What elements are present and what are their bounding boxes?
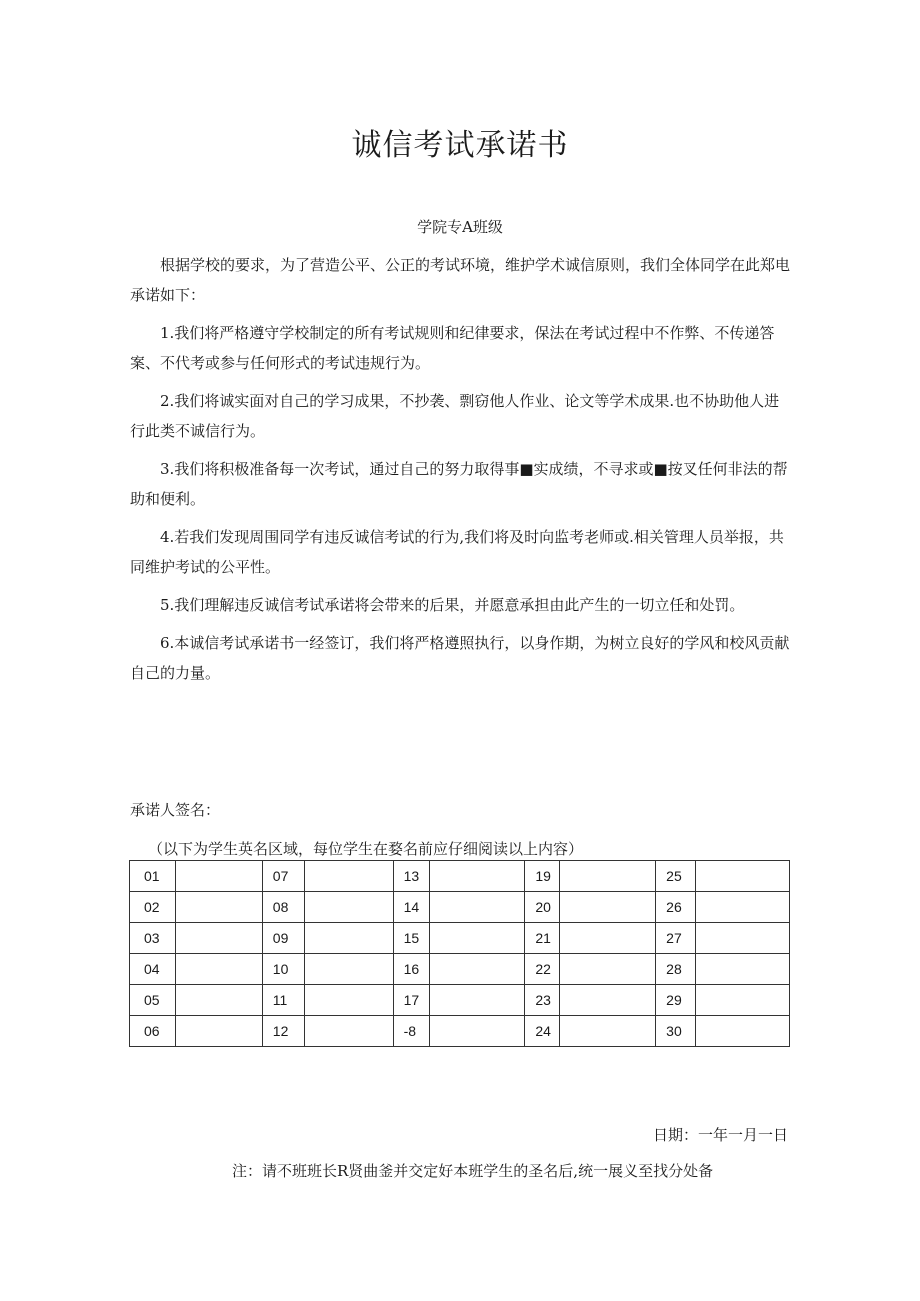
student-number: 23 — [525, 985, 560, 1016]
date-line: 日期：一年一月一日 — [652, 1126, 788, 1144]
signature-cell[interactable] — [560, 1016, 656, 1047]
student-number: 14 — [393, 892, 429, 923]
pledge-item-3: 3.我们将积极准备每一次考试，通过自己的努力取得事■实成绩，不寻求或■按叉任何非法的帮助和便利。 — [130, 460, 788, 508]
student-number: 04 — [130, 954, 176, 985]
signature-cell[interactable] — [304, 954, 393, 985]
student-number: 17 — [393, 985, 429, 1016]
pledge-item-2: 2.我们将诚实面对自己的学习成果，不抄袭、剽窃他人作业、论文等学术成果.也不协助他人进行此类不诚信行为。 — [130, 392, 780, 440]
signature-cell[interactable] — [429, 985, 525, 1016]
table-row — [130, 985, 790, 1016]
signature-cell[interactable] — [429, 1016, 525, 1047]
pledge-item-4: 4.若我们发现周围同学有违反诚信考试的行为,我们将及时向监考老师或.相关管理人员举报，共同维护考试的公平性。 — [130, 528, 784, 576]
intro-paragraph: 根据学校的要求，为了营造公平、公正的考试环境，维护学术诚信原则，我们全体同学在此郑电承诺如下： — [130, 256, 791, 304]
signature-cell[interactable] — [429, 954, 525, 985]
signature-cell[interactable] — [304, 892, 393, 923]
signer-label: 承诺人签名： — [130, 801, 221, 819]
signature-cell[interactable] — [304, 923, 393, 954]
table-row — [130, 923, 790, 954]
student-number: 07 — [262, 861, 304, 892]
student-number: 22 — [525, 954, 560, 985]
student-number: 02 — [130, 892, 176, 923]
signature-cell[interactable] — [560, 954, 656, 985]
student-number: 25 — [656, 861, 696, 892]
student-number: 26 — [656, 892, 696, 923]
student-number: 27 — [656, 923, 696, 954]
student-number: 10 — [262, 954, 304, 985]
student-number: 08 — [262, 892, 304, 923]
pledge-item-1: 1.我们将严格遵守学校制定的所有考试规则和纪律要求，保法在考试过程中不作弊、不传递答案、不代考或参与任何形式的考试违规行为。 — [130, 324, 775, 372]
signature-cell[interactable] — [175, 923, 262, 954]
pledge-item-6: 6.本诚信考试承诺书一经签订，我们将严格遵照执行，以身作期，为树立良好的学风和校风贡献自己的力量。 — [130, 634, 790, 682]
student-number: 05 — [130, 985, 176, 1016]
signature-cell[interactable] — [304, 861, 393, 892]
pledge-item-5: 5.我们理解违反诚信考试承诺将会带来的后果，并愿意承担由此产生的一切立任和处罚。 — [160, 596, 745, 614]
signature-cell[interactable] — [696, 954, 790, 985]
signature-cell[interactable] — [696, 923, 790, 954]
student-number: 01 — [130, 861, 176, 892]
student-number: 09 — [262, 923, 304, 954]
signature-cell[interactable] — [175, 985, 262, 1016]
pledge-body — [130, 250, 790, 696]
table-row — [130, 954, 790, 985]
student-number: 28 — [656, 954, 696, 985]
signature-cell[interactable] — [175, 892, 262, 923]
signature-cell[interactable] — [429, 861, 525, 892]
signature-cell[interactable] — [175, 861, 262, 892]
signature-cell[interactable] — [560, 985, 656, 1016]
student-number: 20 — [525, 892, 560, 923]
student-number: 29 — [656, 985, 696, 1016]
footnote: 注：请不班班长R贤曲釜并交定好本班学生的圣名后,统一展义至找分处备 — [232, 1162, 714, 1180]
signature-cell[interactable] — [696, 861, 790, 892]
student-number: 06 — [130, 1016, 176, 1047]
student-number: 15 — [393, 923, 429, 954]
student-number: 11 — [262, 985, 304, 1016]
student-number: 03 — [130, 923, 176, 954]
student-number: -8 — [393, 1016, 429, 1047]
signature-cell[interactable] — [696, 892, 790, 923]
signature-cell[interactable] — [175, 954, 262, 985]
student-number: 12 — [262, 1016, 304, 1047]
signature-cell[interactable] — [304, 985, 393, 1016]
student-number: 16 — [393, 954, 429, 985]
class-info: 学院专A班级 — [417, 218, 503, 236]
signature-cell[interactable] — [696, 985, 790, 1016]
student-number: 30 — [656, 1016, 696, 1047]
student-number: 24 — [525, 1016, 560, 1047]
signature-table — [129, 860, 790, 1047]
table-row — [130, 892, 790, 923]
signature-cell[interactable] — [429, 892, 525, 923]
document-title: 诚信考试承诺书 — [351, 128, 569, 163]
student-number: 19 — [525, 861, 560, 892]
signature-cell[interactable] — [560, 923, 656, 954]
signature-cell[interactable] — [175, 1016, 262, 1047]
table-row — [130, 861, 790, 892]
student-number: 13 — [393, 861, 429, 892]
signature-cell[interactable] — [429, 923, 525, 954]
signature-cell[interactable] — [560, 861, 656, 892]
table-note: （以下为学生英名区域，每位学生在婺名前应仔细阅读以上内容） — [148, 840, 584, 858]
student-number: 21 — [525, 923, 560, 954]
signature-cell[interactable] — [304, 1016, 393, 1047]
table-row — [130, 1016, 790, 1047]
signature-cell[interactable] — [560, 892, 656, 923]
signature-cell[interactable] — [696, 1016, 790, 1047]
